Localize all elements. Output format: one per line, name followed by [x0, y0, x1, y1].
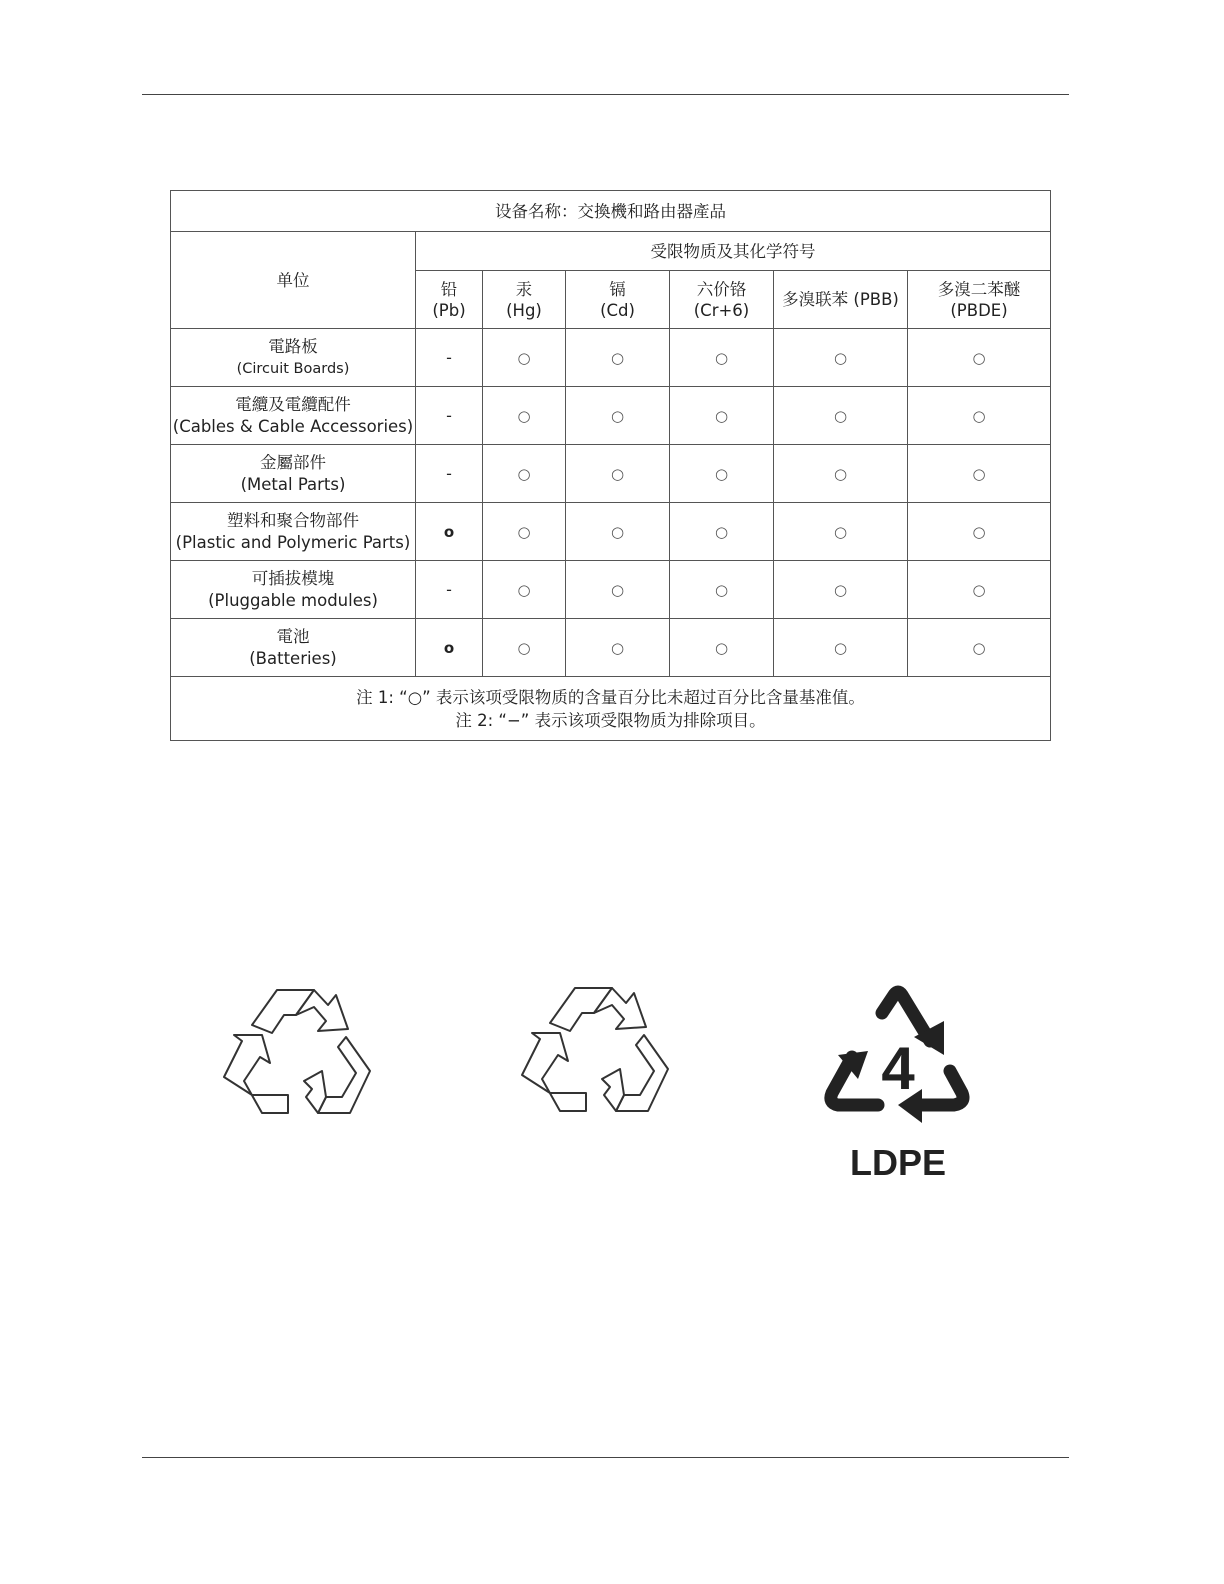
value-mark: ○ — [972, 406, 986, 425]
part-name-zh: 電路板 — [268, 336, 318, 356]
value-cell — [908, 503, 1051, 561]
value-cell — [774, 329, 908, 387]
substance-name: 多溴联苯 (PBB) — [782, 290, 899, 309]
substance-name: 铅 — [440, 279, 458, 299]
value-mark: ○ — [517, 580, 531, 599]
value-cell — [908, 387, 1051, 445]
value-mark: ○ — [833, 638, 848, 657]
ldpe-label: LDPE — [849, 1142, 946, 1183]
value-cell — [416, 561, 483, 619]
value-mark: ○ — [714, 464, 729, 483]
value-cell — [774, 503, 908, 561]
part-name-en: (Pluggable modules) — [208, 590, 378, 610]
substance-name: 六价铬 — [696, 279, 747, 299]
value-cell — [566, 387, 670, 445]
value-mark: ○ — [833, 348, 848, 367]
part-name-cell — [171, 503, 416, 561]
value-mark: ○ — [610, 406, 625, 425]
table-title: 设备名称：交換機和路由器產品 — [171, 191, 1051, 232]
substance-name: 多溴二苯醚 — [937, 279, 1021, 299]
value-mark: ○ — [517, 348, 531, 367]
value-mark: - — [446, 348, 452, 367]
value-cell — [483, 503, 566, 561]
value-mark: ○ — [517, 464, 531, 483]
substance-symbol: (Cr+6) — [693, 300, 750, 320]
table-row — [171, 387, 1051, 445]
substance-symbol: (Pb) — [432, 300, 466, 320]
value-mark: ○ — [610, 638, 625, 657]
substance-symbol: (Cd) — [600, 300, 635, 320]
value-mark: ○ — [714, 406, 729, 425]
value-mark: ○ — [833, 464, 848, 483]
value-cell — [670, 503, 774, 561]
value-cell — [483, 387, 566, 445]
value-mark: ○ — [972, 522, 986, 541]
table-row — [171, 503, 1051, 561]
table-row — [171, 445, 1051, 503]
substance-header-pbb — [774, 271, 908, 329]
table-row — [171, 561, 1051, 619]
value-cell — [416, 329, 483, 387]
unit-header: 单位 — [171, 232, 416, 329]
ldpe-recycling-icon — [822, 985, 974, 1133]
value-mark: o — [443, 522, 455, 541]
substance-symbol: (PBDE) — [950, 300, 1008, 320]
value-cell — [908, 329, 1051, 387]
value-mark: ○ — [972, 348, 986, 367]
substance-name: 汞 — [515, 279, 533, 299]
value-cell — [483, 561, 566, 619]
value-mark: ○ — [610, 522, 625, 541]
value-mark: ○ — [610, 464, 625, 483]
note-2: 注 2: “−” 表示该项受限物质为排除项目。 — [455, 710, 766, 730]
part-name-zh: 電纜及電纜配件 — [235, 394, 351, 414]
table-notes — [171, 677, 1051, 741]
value-mark: ○ — [714, 348, 729, 367]
part-name-cell — [171, 445, 416, 503]
value-cell — [908, 561, 1051, 619]
value-mark: ○ — [517, 406, 531, 425]
value-cell — [416, 445, 483, 503]
part-name-cell — [171, 387, 416, 445]
value-cell — [416, 387, 483, 445]
recycle-icon — [222, 985, 374, 1133]
value-mark: ○ — [833, 522, 848, 541]
part-name-zh: 可插拔模塊 — [251, 568, 335, 588]
value-mark: ○ — [833, 406, 848, 425]
value-cell — [670, 387, 774, 445]
part-name-en: (Batteries) — [249, 648, 337, 668]
note-1: 注 1: “○” 表示该项受限物质的含量百分比未超过百分比含量基准值。 — [356, 687, 865, 707]
value-cell — [416, 619, 483, 677]
value-cell — [774, 387, 908, 445]
substance-group-header: 受限物质及其化学符号 — [416, 232, 1051, 271]
substance-header-cd — [566, 271, 670, 329]
value-mark: ○ — [610, 348, 625, 367]
value-cell — [566, 445, 670, 503]
part-name-en: (Plastic and Polymeric Parts) — [175, 532, 411, 552]
value-mark: - — [446, 406, 452, 425]
substance-symbol: (Hg) — [506, 300, 542, 320]
value-cell — [566, 329, 670, 387]
part-name-zh: 金屬部件 — [260, 452, 326, 472]
value-cell — [566, 561, 670, 619]
part-name-en: (Cables & Cable Accessories) — [172, 416, 414, 436]
hazardous-substances-table — [170, 190, 1051, 741]
part-name-en: (Metal Parts) — [240, 474, 346, 494]
substance-header-hg — [483, 271, 566, 329]
value-mark: ○ — [517, 522, 531, 541]
value-cell — [670, 619, 774, 677]
part-name-zh: 塑料和聚合物部件 — [227, 510, 359, 530]
part-name-cell — [171, 561, 416, 619]
value-mark: ○ — [714, 580, 729, 599]
value-cell — [908, 445, 1051, 503]
value-mark: ○ — [517, 638, 531, 657]
value-mark: ○ — [972, 638, 986, 657]
header-rule — [142, 94, 1069, 95]
ldpe-number: 4 — [881, 1035, 915, 1102]
value-mark: ○ — [714, 522, 729, 541]
value-cell — [483, 445, 566, 503]
value-mark: - — [446, 580, 452, 599]
value-cell — [774, 445, 908, 503]
value-cell — [908, 619, 1051, 677]
value-mark: ○ — [714, 638, 729, 657]
value-cell — [774, 619, 908, 677]
footer-rule — [142, 1457, 1069, 1458]
value-mark: ○ — [610, 580, 625, 599]
value-cell — [483, 619, 566, 677]
table-row — [171, 329, 1051, 387]
value-cell — [670, 445, 774, 503]
value-cell — [483, 329, 566, 387]
table-row — [171, 619, 1051, 677]
value-cell — [670, 329, 774, 387]
part-name-en: (Circuit Boards) — [236, 360, 350, 377]
substance-header-cr6 — [670, 271, 774, 329]
value-mark: o — [443, 638, 455, 657]
value-cell — [416, 503, 483, 561]
value-cell — [670, 561, 774, 619]
value-mark: ○ — [972, 464, 986, 483]
value-mark: ○ — [833, 580, 848, 599]
part-name-zh: 電池 — [276, 626, 310, 646]
value-mark: - — [446, 464, 452, 483]
recycle-icon — [520, 983, 672, 1131]
substance-header-pb — [416, 271, 483, 329]
substance-name: 镉 — [609, 279, 626, 299]
value-cell — [774, 561, 908, 619]
value-cell — [566, 619, 670, 677]
value-cell — [566, 503, 670, 561]
part-name-cell — [171, 329, 416, 387]
value-mark: ○ — [972, 580, 986, 599]
substance-header-pbde — [908, 271, 1051, 329]
part-name-cell — [171, 619, 416, 677]
